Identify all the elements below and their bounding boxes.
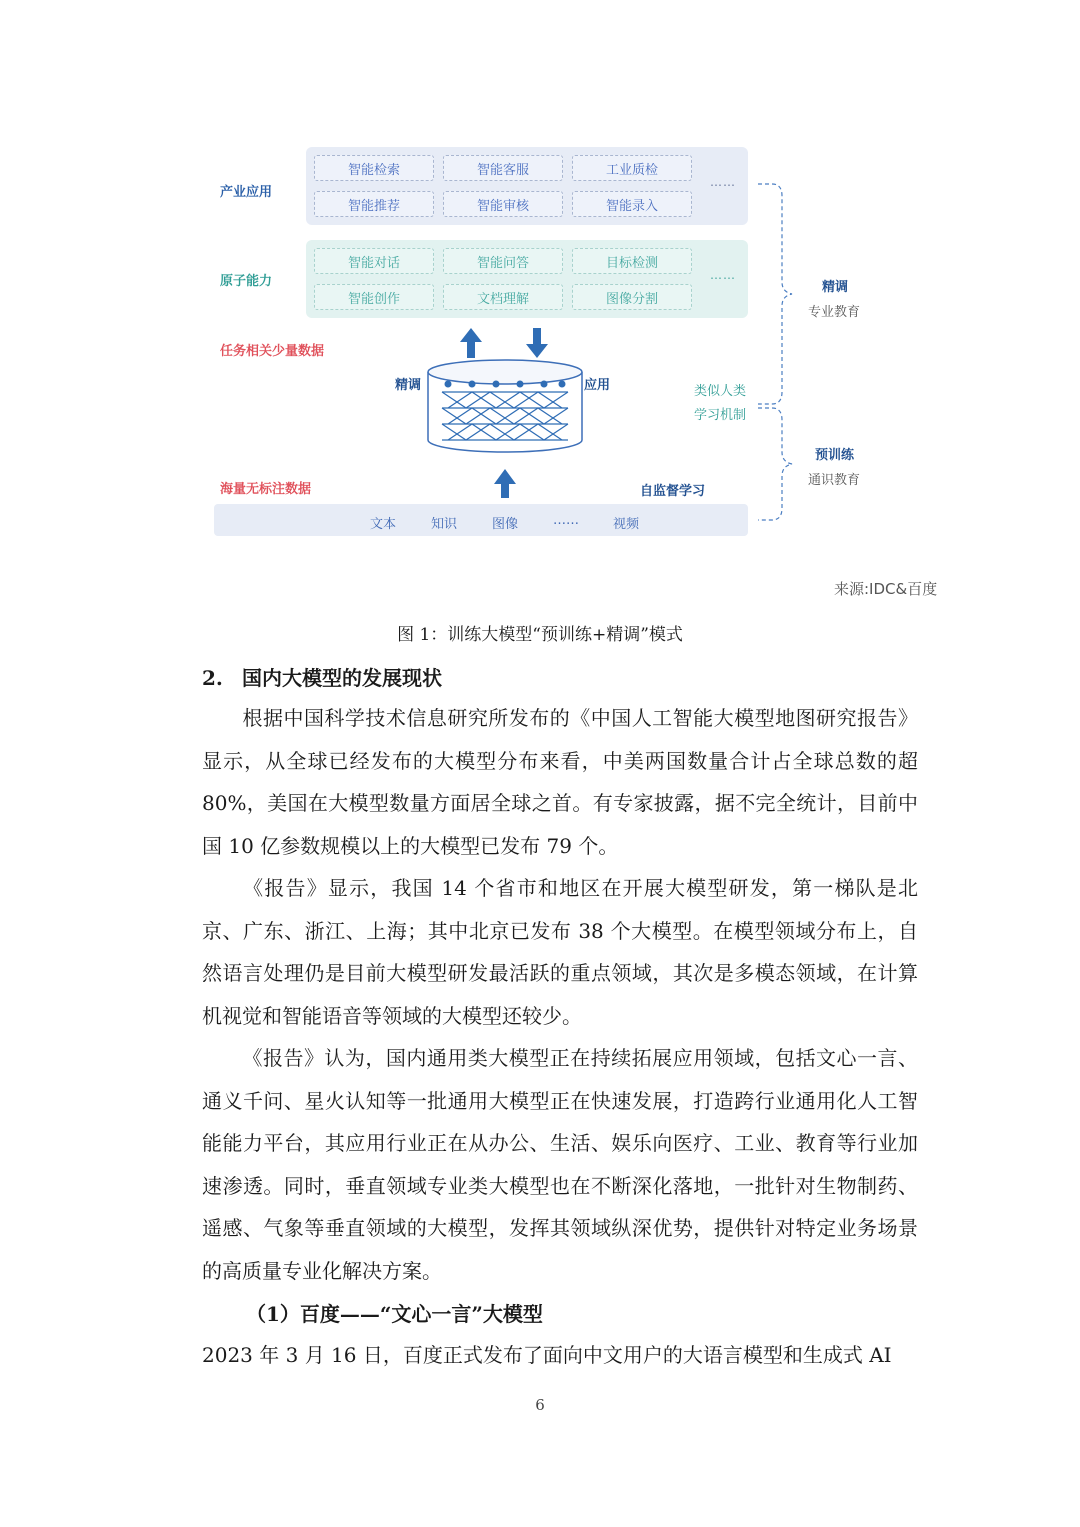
neural-network-icon: [442, 392, 568, 440]
paragraph-text: 《报告》认为，国内通用类大模型正在持续拓展应用领域，包括文心一言、通义千问、星火认知等一批通用大模型正在快速发展，打造跨行业通用化人工智能能力平台，其应用行业正在从办公、生活、娱乐向医疗、工业、教育等行业加速渗透。同时，垂直领域专业类大模型也在不断深化落地，一批针对生物制药、遥感、气象等垂直领域的大模型，发挥其领域纵深优势，提供针对特定业务场景的高质量专业化解决方案。: [202, 1046, 918, 1283]
atomic-label: 原子能力: [220, 274, 273, 289]
paragraph: [202, 1334, 918, 1377]
figure-caption: 图 1：训练大模型“预训练+精调”模式: [397, 625, 683, 645]
industry-cell: 智能录入: [572, 191, 692, 217]
atomic-cell: 目标检测: [572, 248, 692, 274]
section-number: 2.: [202, 666, 223, 690]
industry-label: 产业应用: [220, 185, 273, 200]
atomic-cell: 图像分割: [572, 284, 692, 310]
page-number: 6: [535, 1396, 545, 1414]
apply-label: 应用: [584, 378, 611, 393]
base-item: 视频: [613, 517, 640, 532]
training-diagram: [0, 0, 1080, 600]
subsection-heading: （1）百度——“文心一言”大模型: [246, 1302, 543, 1326]
bracket-connectors: [758, 184, 792, 520]
paragraph: [202, 1037, 918, 1292]
pretrain-subtitle: 通识教育: [808, 473, 861, 488]
paragraph: [202, 697, 918, 867]
base-item: 图像: [492, 517, 519, 532]
base-item: ……: [553, 513, 579, 528]
self-supervised-label: 自监督学习: [640, 484, 706, 499]
finetune-label: 精调: [395, 378, 422, 393]
mass-data-label: 海量无标注数据: [220, 482, 312, 497]
base-item: 文本: [370, 517, 397, 532]
task-data-label: 任务相关少量数据: [220, 344, 325, 359]
paragraph-text: 2023 年 3 月 16 日，百度正式发布了面向中文用户的大语言模型和生成式 AI: [202, 1343, 892, 1367]
atomic-cell: 智能创作: [314, 284, 434, 310]
atomic-cell: 智能对话: [314, 248, 434, 274]
up-arrow-icon: [460, 328, 482, 358]
up-arrow-icon: [494, 469, 516, 498]
base-item: 知识: [431, 517, 458, 532]
base-data-panel: [214, 504, 748, 536]
mechanism-line: 类似人类: [693, 384, 746, 399]
paragraph: [202, 867, 918, 1037]
industry-ellipsis: ……: [710, 175, 736, 189]
industry-cell: 智能审核: [443, 191, 563, 217]
paragraph-text: 根据中国科学技术信息研究所发布的《中国人工智能大模型地图研究报告》显示，从全球已经发布的大模型分布来看，中美两国数量合计占全球总数的超 80%，美国在大模型数量方面居全球之首。有专家披露，据不完全统计，目前中国 10 亿参数规模以上的大模型已发布 79 个。: [202, 706, 918, 858]
industry-cell: 智能客服: [443, 155, 563, 181]
finetune-title: 精调: [822, 280, 849, 295]
down-arrow-icon: [526, 328, 548, 358]
section-title: 国内大模型的发展现状: [242, 666, 442, 690]
figure-source: 来源:IDC&百度: [834, 580, 938, 598]
atomic-cell: 智能问答: [443, 248, 563, 274]
paragraph-text: 《报告》显示，我国 14 个省市和地区在开展大模型研发，第一梯队是北京、广东、浙江、上海；其中北京已发布 38 个大模型。在模型领域分布上，自然语言处理仍是目前大模型研发最活跃的重点领域，其次是多模态领域，在计算机视觉和智能语音等领域的大模型还较少。: [202, 876, 918, 1028]
atomic-cell: 文档理解: [443, 284, 563, 310]
industry-cell: 智能推荐: [314, 191, 434, 217]
finetune-subtitle: 专业教育: [808, 305, 861, 320]
mechanism-line: 学习机制: [693, 408, 746, 423]
industry-cell: 工业质检: [572, 155, 692, 181]
section-heading: [202, 662, 442, 691]
industry-cell: 智能检索: [314, 155, 434, 181]
mechanism-text: [680, 380, 746, 428]
atomic-ellipsis: ……: [710, 268, 736, 282]
pretrain-title: 预训练: [815, 448, 855, 463]
